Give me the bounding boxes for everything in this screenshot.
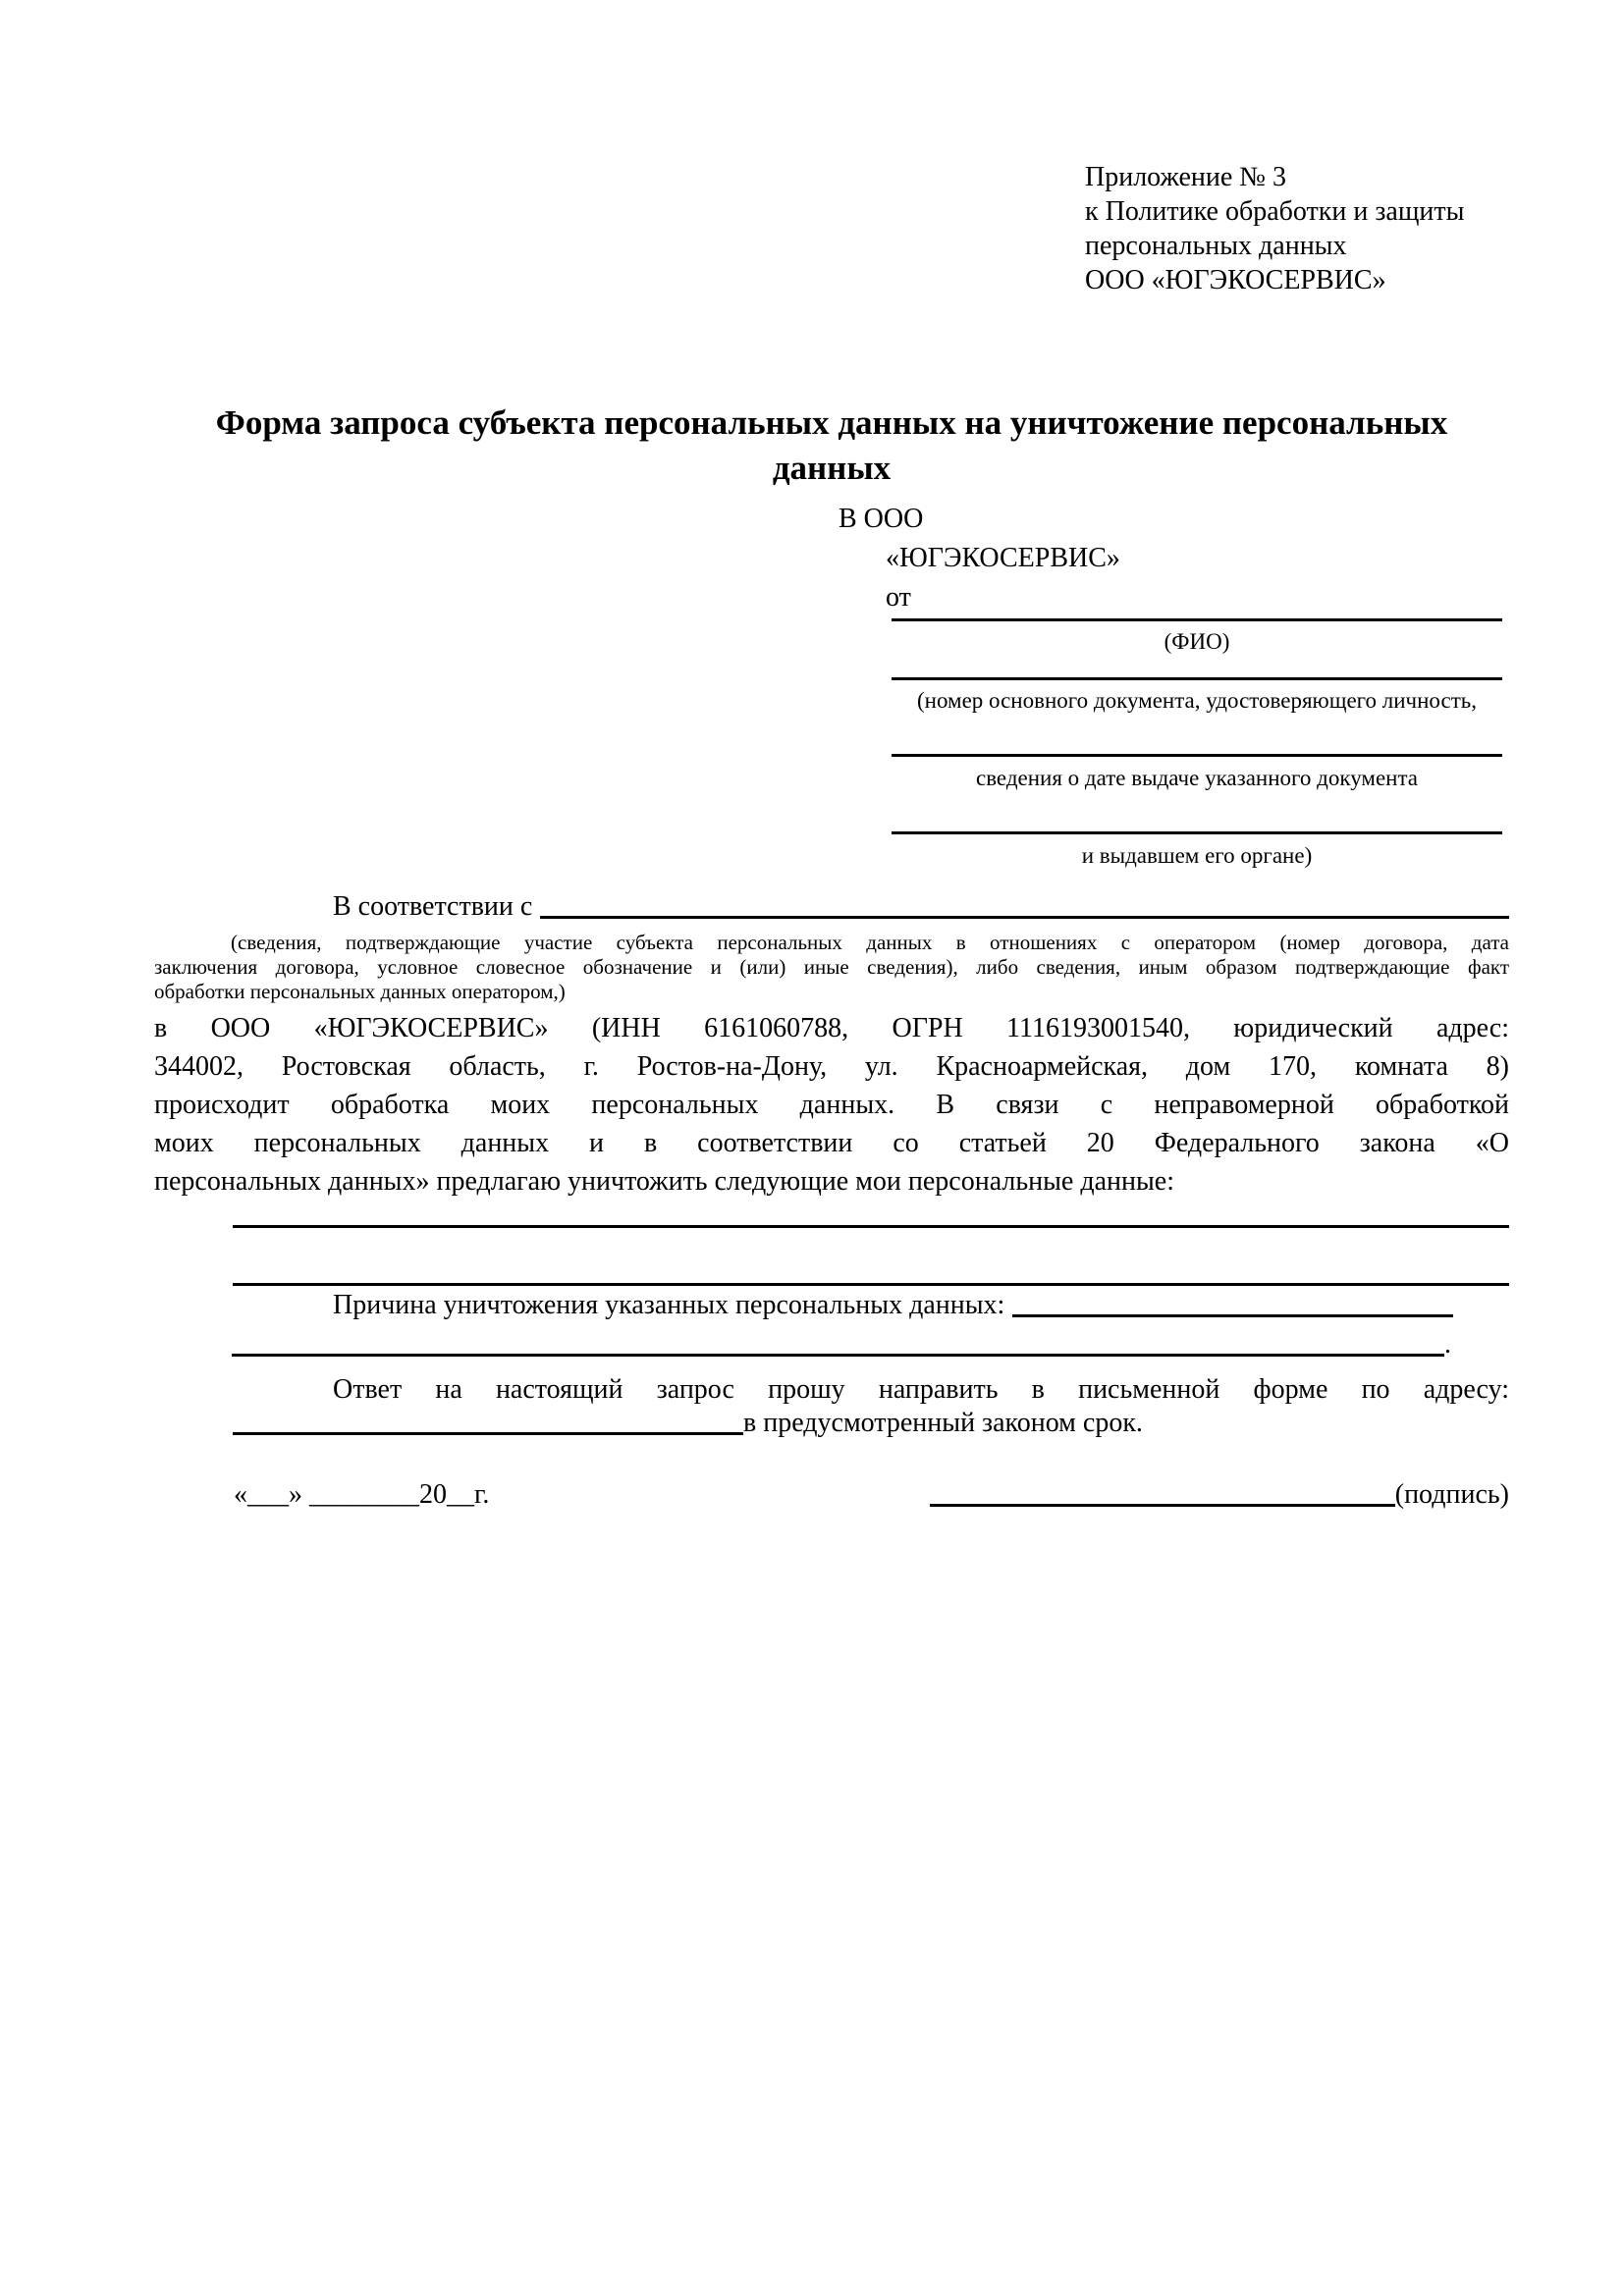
main-paragraph-line-2: 344002, Ростовская область, г. Ростов-на-Дону, ул. Красноармейская, дом 170, комната 8): [154, 1051, 1509, 1082]
response-request-line: Ответ на настоящий запрос прошу направить в письменной форме по адресу:: [333, 1374, 1509, 1405]
appendix-note-line-4: ООО «ЮГЭКОСЕРВИС»: [1085, 265, 1386, 295]
period-text: .: [1444, 1329, 1451, 1360]
identity-document-fill-line: [892, 677, 1502, 680]
reason-continuation-row: [232, 1327, 1451, 1362]
accordance-note: [154, 931, 1509, 1004]
main-paragraph-line-5: персональных данных» предлагаю уничтожить следующие мои персональные данные:: [154, 1166, 1174, 1197]
personal-data-fill-line-2: [233, 1283, 1509, 1286]
accordance-note-line-3: обработки персональных данных оператором,): [154, 980, 566, 1003]
footer-signature-row: [930, 1477, 1509, 1513]
personal-data-fill-line-1: [233, 1225, 1509, 1228]
fio-caption: (ФИО): [1164, 629, 1230, 654]
appendix-note-line-1: Приложение № 3: [1085, 162, 1286, 192]
appendix-note-line-2: к Политике обработки и защиты: [1085, 196, 1465, 227]
addressee-to-label: В ООО: [839, 504, 924, 534]
accordance-note-line-1: (сведения, подтверждающие участие субъекта персональных данных в отношениях с оператором (номер договора, дата: [231, 931, 1509, 954]
reason-fill-line: [1012, 1314, 1453, 1317]
identity-document-caption: (номер основного документа, удостоверяющего личность,: [916, 688, 1477, 713]
reason-row: [333, 1288, 1453, 1323]
address-fill-line: [233, 1432, 743, 1435]
reason-label: Причина уничтожения указанных персональных данных:: [333, 1290, 1005, 1320]
issue-date-fill-line: [892, 754, 1502, 757]
footer-date-blank: «___» ________20__г.: [234, 1479, 490, 1510]
main-paragraph-line-4: моих персональных данных и в соответствии со статьей 20 Федерального закона «О: [154, 1128, 1509, 1158]
main-paragraph: [154, 1009, 1509, 1201]
reason-fill-line-2: [232, 1354, 1444, 1357]
signature-fill-line: [930, 1504, 1395, 1507]
accordance-label: В соответствии с: [333, 891, 533, 922]
appendix-note-line-3: персональных данных: [1085, 231, 1347, 261]
document-title: Форма запроса субъекта персональных данных на уничтожение персональных данных: [215, 403, 1448, 487]
fio-fill-line: [892, 618, 1502, 621]
issuing-authority-fill-line: [892, 831, 1502, 834]
accordance-fill-line: [540, 916, 1509, 919]
addressee-from-label: от: [886, 582, 911, 613]
appendix-note: [1085, 160, 1464, 297]
accordance-row: [333, 889, 1509, 925]
issuing-authority-caption: и выдавшем его органе): [1081, 843, 1313, 868]
main-paragraph-line-3: происходит обработка моих персональных данных. В связи с неправомерной обработкой: [154, 1090, 1509, 1120]
main-paragraph-line-1: в ООО «ЮГЭКОСЕРВИС» (ИНН 6161060788, ОГРН 1116193001540, юридический адрес:: [154, 1013, 1509, 1043]
accordance-note-line-2: заключения договора, условное словесное обозначение и (или) иные сведения), либо сведения, иным образом подтверждающие факт: [154, 955, 1509, 979]
issue-date-caption: сведения о дате выдаче указанного документа: [975, 766, 1419, 790]
response-address-row: [233, 1406, 1143, 1441]
addressee-org-name: «ЮГЭКОСЕРВИС»: [886, 543, 1120, 573]
response-deadline-text: в предусмотренный законом срок.: [743, 1408, 1143, 1438]
signature-caption: (подпись): [1394, 1479, 1509, 1510]
